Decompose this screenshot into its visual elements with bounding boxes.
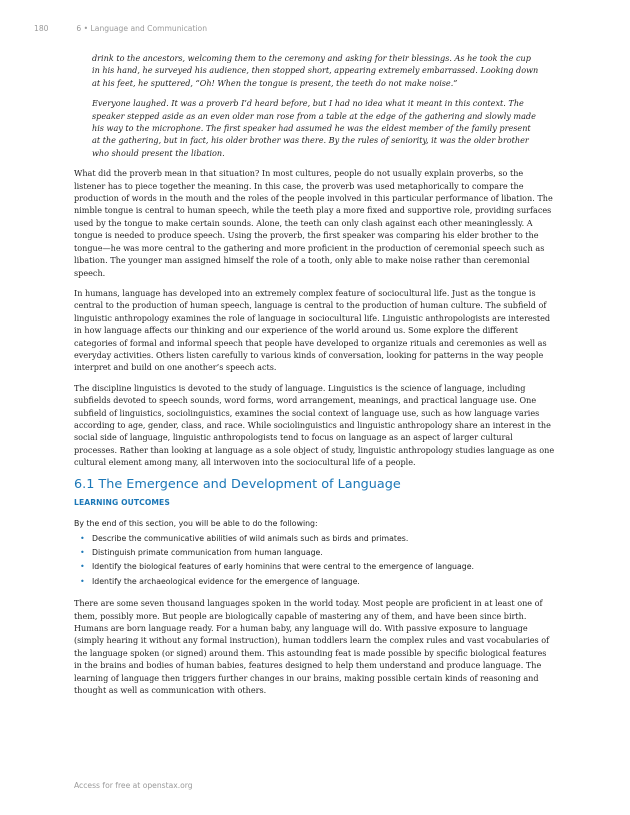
section-body-paragraph: There are some seven thousand languages spoken in the world today. Most people are proficient in at least one of them, possibly more. But people are biologically capable of mastering any of them, and have been since birth. Humans are born language ready. For a human baby, any language will do. With passive exposure to language (simply hearing it without any formal instruction), human toddlers learn the complex rules and vast vocabularies of the language spoken (or signed) around them. This astounding feat is made possible by specific biological features in the brains and bodies of human babies, features designed to help them understand and produce language. The learning of language then triggers further changes in our brains, making possible certain kinds of reasoning and thought as well as communication with others. <box>74 598 550 696</box>
list-item <box>74 532 556 546</box>
list-item-text: Identify the biological features of early hominins that were central to the emergence of language. <box>92 562 474 572</box>
page-number: 180 <box>34 24 49 33</box>
body-paragraph: In humans, language has developed into an extremely complex feature of sociocultural life. Just as the tongue is central to the production of human speech, language is central to the production of human culture. The subfield of linguistic anthropology examines the role of language in sociocultural life. Linguistic anthropologists are interested in how language affects our thinking and our experience of the world around us. Some explore the different categories of formal and informal speech that people have developed to organize rituals and ceremonies as well as everyday activities. Others listen carefully to various kinds of conversation, looking for patterns in the way people interpret and build on one another’s speech acts. <box>74 287 551 373</box>
learning-outcomes-heading: LEARNING OUTCOMES <box>74 497 170 507</box>
learning-outcomes-intro: By the end of this section, you will be able to do the following: <box>74 518 318 528</box>
page-footer: Access for free at openstax.org <box>74 781 193 790</box>
page-header <box>34 24 207 33</box>
list-item-text: Distinguish primate communication from human language. <box>92 548 323 557</box>
block-quote: drink to the ancestors, welcoming them to the ceremony and asking for their blessings. As he took the cup in his hand, he surveyed his audience, then stopped short, appearing extremely embarrassed. Looking down at his feet, he sputtered, “Oh! When the tongue is present, the teeth do not make noise.” <box>92 53 539 88</box>
page-content <box>74 52 556 704</box>
bullet-icon: • <box>80 562 85 572</box>
list-item <box>74 546 556 560</box>
list-item-text: Identify the archaeological evidence for the emergence of language. <box>92 576 360 586</box>
bullet-icon: • <box>80 576 85 586</box>
block-quote: Everyone laughed. It was a proverb I’d heard before, but I had no idea what it meant in this context. The speaker stepped aside as an even older man rose from a table at the edge of the gathering and slowly made his way to the microphone. The first speaker had assumed he was the eldest member of the family present at the gathering, but in fact, his older brother was there. By the rules of seniority, it was the older brother who should present the libation. <box>92 98 536 158</box>
list-item-text: Describe the communicative abilities of wild animals such as birds and primates. <box>92 533 409 543</box>
body-paragraph: The discipline linguistics is devoted to the study of language. Linguistics is the science of language, including subfields devoted to speech sounds, word forms, word arrangement, meanings, and practical language use. One subfield of linguistics, sociolinguistics, examines the social context of language use, such as how language varies according to age, gender, class, and race. While sociolinguistics and linguistic anthropology share an interest in the social side of language, linguistic anthropologists tend to focus on language as an aspect of larger cultural processes. Rather than looking at language as a sole object of study, linguistic anthropology studies language as one cultural element among many, all interwoven into the sociocultural life of a people. <box>74 382 555 468</box>
list-item <box>74 560 556 574</box>
section-title: 6.1 The Emergence and Development of Language <box>74 476 401 492</box>
learning-outcomes-list <box>74 532 556 590</box>
bullet-icon: • <box>80 533 85 543</box>
running-title: 6 • Language and Communication <box>76 24 208 33</box>
bullet-icon: • <box>80 548 85 557</box>
body-paragraph: What did the proverb mean in that situation? In most cultures, people do not usually explain proverbs, so the listener has to piece together the meaning. In this case, the proverb was used metaphorically to compare the production of words in the mouth and the roles of the people involved in this particular performance of libation. The nimble tongue is central to human speech, while the teeth play a more fixed and supportive role, providing surfaces used by the tongue to make certain sounds. Alone, the teeth can only clash against each other meaninglessly. A tongue is needed to produce speech. Using the proverb, the first speaker was comparing his elder brother to the tongue—he was more central to the gathering and more proficient in the production of ceremonial speech such as libation. The younger man assigned himself the role of a tooth, only able to make noise rather than ceremonial speech. <box>74 168 553 278</box>
list-item <box>74 575 556 589</box>
